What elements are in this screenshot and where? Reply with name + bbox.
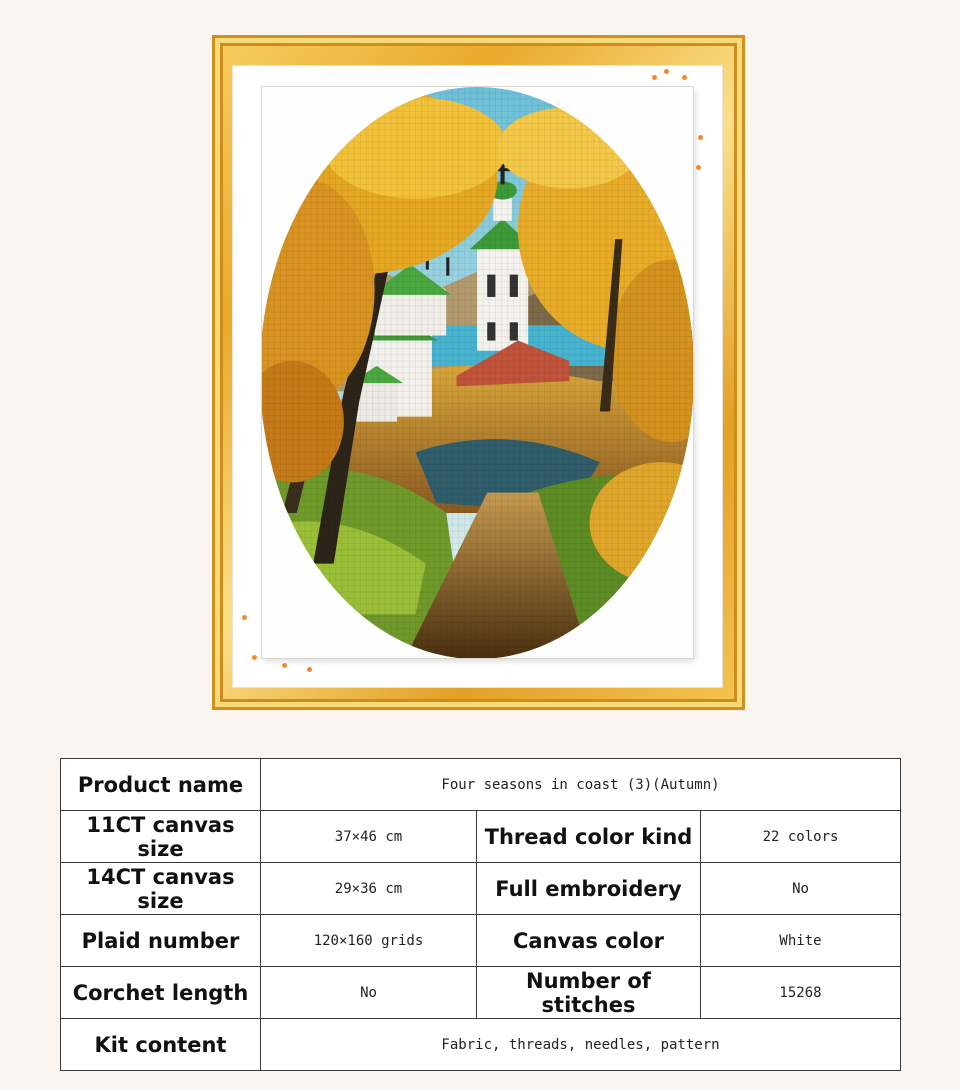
table-row xyxy=(61,1019,901,1071)
gold-picture-frame xyxy=(212,35,745,710)
corchet-length-value: No xyxy=(261,967,477,1019)
kit-content-label: Kit content xyxy=(61,1019,261,1071)
flower-decoration-icon xyxy=(252,655,257,660)
thread-color-kind-label: Thread color kind xyxy=(477,811,701,863)
canvas-color-value: White xyxy=(701,915,901,967)
flower-decoration-icon xyxy=(282,663,287,668)
flower-decoration-icon xyxy=(696,165,701,170)
table-row xyxy=(61,759,901,811)
canvas-14ct-value: 29×36 cm xyxy=(261,863,477,915)
thread-color-kind-value: 22 colors xyxy=(701,811,901,863)
flower-decoration-icon xyxy=(307,667,312,672)
product-name-label: Product name xyxy=(61,759,261,811)
cross-stitch-canvas xyxy=(262,87,693,658)
canvas-11ct-value: 37×46 cm xyxy=(261,811,477,863)
canvas-11ct-label: 11CT canvas size xyxy=(61,811,261,863)
table-row xyxy=(61,915,901,967)
number-of-stitches-label: Number of stitches xyxy=(477,967,701,1019)
flower-decoration-icon xyxy=(664,69,669,74)
product-name-value: Four seasons in coast (3)(Autumn) xyxy=(261,759,901,811)
table-row xyxy=(61,811,901,863)
table-row xyxy=(61,967,901,1019)
product-spec-table xyxy=(60,758,901,1071)
flower-decoration-icon xyxy=(682,75,687,80)
plaid-number-value: 120×160 grids xyxy=(261,915,477,967)
canvas-14ct-label: 14CT canvas size xyxy=(61,863,261,915)
flower-decoration-icon xyxy=(242,615,247,620)
full-embroidery-label: Full embroidery xyxy=(477,863,701,915)
corchet-length-label: Corchet length xyxy=(61,967,261,1019)
canvas-color-label: Canvas color xyxy=(477,915,701,967)
flower-decoration-icon xyxy=(652,75,657,80)
plaid-number-label: Plaid number xyxy=(61,915,261,967)
full-embroidery-value: No xyxy=(701,863,901,915)
autumn-church-artwork xyxy=(262,87,693,658)
number-of-stitches-value: 15268 xyxy=(701,967,901,1019)
kit-content-value: Fabric, threads, needles, pattern xyxy=(261,1019,901,1071)
white-mat xyxy=(232,65,723,688)
table-row xyxy=(61,863,901,915)
flower-decoration-icon xyxy=(698,135,703,140)
